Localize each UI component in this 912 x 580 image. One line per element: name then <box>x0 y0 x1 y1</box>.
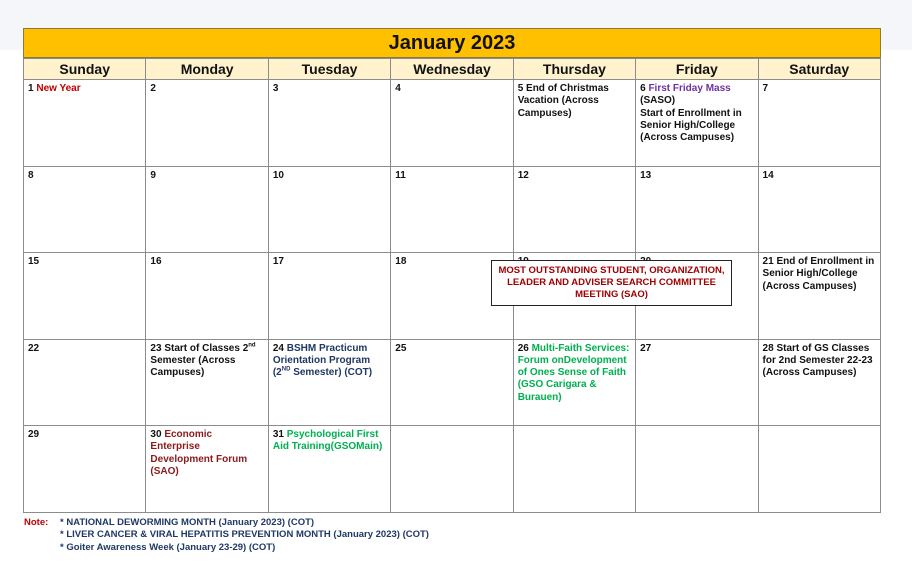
day-number: 23 <box>150 342 162 354</box>
day-number: 12 <box>517 169 529 181</box>
day-number: 28 <box>762 342 774 354</box>
event-new-year: New Year <box>36 83 81 94</box>
calendar-title: January 2023 <box>23 28 881 58</box>
day-number: 1 <box>28 83 34 94</box>
committee-meeting-box[interactable]: MOST OUTSTANDING STUDENT, ORGANIZATION, LEADER AND ADVISER SEARCH COMMITTEE MEETING (SAO) <box>491 260 732 306</box>
day-number: 8 <box>28 169 34 181</box>
day-number: 4 <box>395 83 401 94</box>
day-number: 21 <box>762 256 774 267</box>
day-number: 17 <box>272 256 284 267</box>
day-cell-24[interactable] <box>268 339 390 426</box>
day-cell-13[interactable] <box>636 166 758 253</box>
empty-cell <box>391 426 513 513</box>
event-christmas-vacation-end: End of Christmas Vacation (Across Campuses) <box>517 83 609 119</box>
weekday-tuesday: Tuesday <box>268 59 390 80</box>
event-multi-faith-services: Multi-Faith Services: Forum onDevelopment of Ones Sense of Faith (GSO Carigara & Burauen) <box>517 342 630 403</box>
day-cell-22[interactable] <box>24 339 146 426</box>
event-start-of-classes <box>150 343 255 379</box>
day-cell-23[interactable] <box>146 339 268 426</box>
day-cell-6[interactable] <box>636 80 758 167</box>
day-number: 11 <box>395 169 406 181</box>
day-number: 24 <box>272 342 284 354</box>
day-number: 10 <box>272 169 284 181</box>
weekday-header-row <box>24 59 881 80</box>
empty-cell <box>636 426 758 513</box>
day-number: 7 <box>762 83 769 94</box>
day-number: 5 <box>517 83 524 94</box>
calendar <box>23 28 881 513</box>
day-number: 3 <box>272 83 279 94</box>
day-number: 16 <box>150 256 162 267</box>
day-number: 2 <box>150 83 156 94</box>
day-number: 31 <box>272 429 284 440</box>
day-cell-12[interactable] <box>513 166 635 253</box>
day-number: 18 <box>395 256 407 267</box>
day-cell-26[interactable] <box>513 339 635 426</box>
note-item: * NATIONAL DEWORMING MONTH (January 2023) (COT) <box>60 517 315 528</box>
day-number: 30 <box>150 429 162 440</box>
day-cell-14[interactable] <box>758 166 880 253</box>
day-cell-15[interactable] <box>24 253 146 340</box>
day-number: 27 <box>640 342 652 354</box>
event-text: Semester (Across Campuses) <box>150 354 236 379</box>
event-text: Semester) (COT) <box>290 367 373 379</box>
day-cell-5[interactable] <box>513 80 635 167</box>
event-psychological-first-aid: Psychological First Aid Training(GSOMain) <box>272 429 383 453</box>
weekday-wednesday: Wednesday <box>391 59 513 80</box>
event-gs-classes-start: Start of GS Classes for 2nd Semester 22-23 (Across Campuses) <box>762 342 873 379</box>
day-number: 25 <box>395 342 407 354</box>
day-number: 13 <box>640 169 652 181</box>
weekday-thursday: Thursday <box>513 59 635 80</box>
weekday-friday: Friday <box>636 59 758 80</box>
day-cell-4[interactable] <box>391 80 513 167</box>
day-cell-21[interactable] <box>758 253 880 340</box>
day-cell-9[interactable] <box>146 166 268 253</box>
day-number: 29 <box>28 429 40 440</box>
day-cell-27[interactable] <box>636 339 758 426</box>
day-cell-16[interactable] <box>146 253 268 340</box>
weekday-saturday: Saturday <box>758 59 880 80</box>
event-first-friday-mass: First Friday Mass <box>648 83 731 94</box>
week-row-4 <box>24 339 881 426</box>
day-cell-28[interactable] <box>758 339 880 426</box>
weekday-sunday: Sunday <box>24 59 146 80</box>
event-enrollment-start: Start of Enrollment in Senior High/College (Across Campuses) <box>640 107 742 144</box>
day-cell-8[interactable] <box>24 166 146 253</box>
day-cell-10[interactable] <box>268 166 390 253</box>
empty-cell <box>758 426 880 513</box>
day-number: 6 <box>640 83 646 94</box>
day-number: 14 <box>762 169 774 181</box>
ordinal-suffix: nd <box>248 342 256 349</box>
empty-cell <box>513 426 635 513</box>
notes-list <box>60 517 660 554</box>
day-cell-7[interactable] <box>758 80 880 167</box>
note-item: * Goiter Awareness Week (January 23-29) (COT) <box>60 541 276 553</box>
event-text: Start of Classes 2 <box>164 342 249 354</box>
event-organizer: (SASO) <box>640 95 676 107</box>
ordinal-suffix: ND <box>281 366 291 373</box>
day-cell-3[interactable] <box>268 80 390 167</box>
event-enrollment-end: End of Enrollment in Senior High/College (Across Campuses) <box>762 256 875 292</box>
event-economic-forum: Economic Enterprise Development Forum (SAO) <box>150 429 248 477</box>
day-number: 26 <box>517 342 529 354</box>
day-cell-11[interactable] <box>391 166 513 253</box>
day-cell-1[interactable] <box>24 80 146 167</box>
note-item: * LIVER CANCER & VIRAL HEPATITIS PREVENTION MONTH (January 2023) (COT) <box>60 529 429 541</box>
day-cell-2[interactable] <box>146 80 268 167</box>
day-cell-25[interactable] <box>391 339 513 426</box>
day-cell-29[interactable] <box>24 426 146 513</box>
day-number: 22 <box>28 342 40 354</box>
day-cell-30[interactable] <box>146 426 268 513</box>
weekday-monday: Monday <box>146 59 268 80</box>
day-number: 15 <box>28 256 40 267</box>
week-row-5 <box>24 426 881 513</box>
event-text: BSHM Practicum Orientation Program (2 <box>272 342 371 379</box>
calendar-grid <box>23 58 881 513</box>
day-cell-31[interactable] <box>268 426 390 513</box>
day-number: 9 <box>150 169 156 181</box>
week-row-2 <box>24 166 881 253</box>
day-cell-17[interactable] <box>268 253 390 340</box>
notes-label: Note: <box>24 517 49 528</box>
week-row-3 <box>24 253 881 340</box>
week-row-1 <box>24 80 881 167</box>
event-bshm-practicum <box>273 343 372 379</box>
